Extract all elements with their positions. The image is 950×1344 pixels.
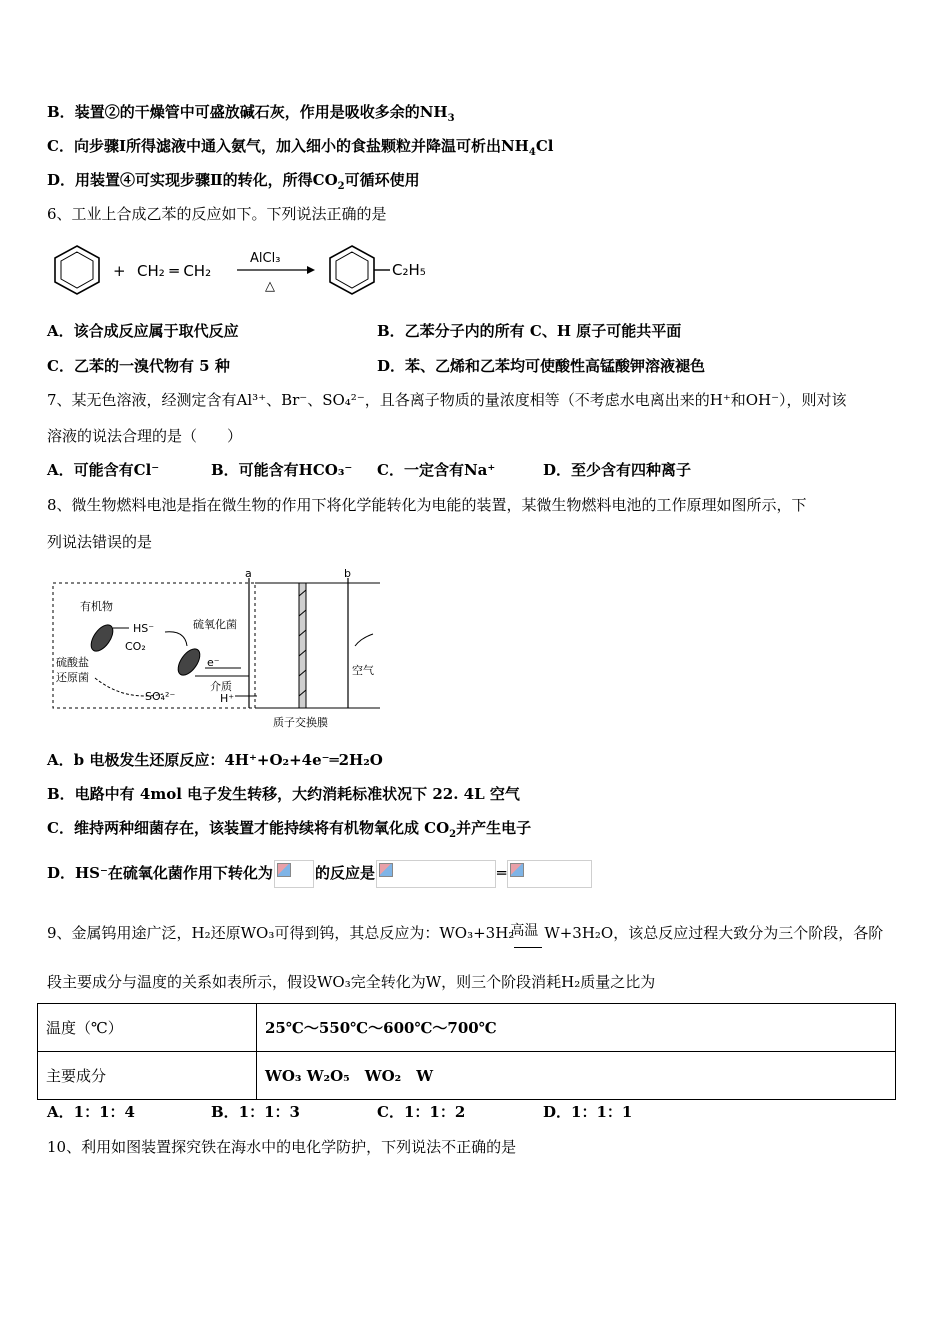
svg-text:有机物: 有机物 <box>80 600 113 613</box>
q8-option-a: A．b 电极发生还原反应：4H⁺+O₂+4e⁻═2H₂O <box>47 751 383 769</box>
q7-option-d: D．至少含有四种离子 <box>543 461 692 479</box>
svg-text:空气: 空气 <box>352 664 374 677</box>
q8-option-c: C．维持两种细菌存在，该装置才能持续将有机物氧化成 $CO_2$并产生电子 <box>47 819 532 840</box>
table-cell: 25℃～550℃～600℃～700℃ <box>257 1004 896 1052</box>
table-row <box>38 1004 896 1052</box>
q6-option-c: C．乙苯的一溴代物有 5 种 <box>47 357 230 375</box>
arrow-head-icon <box>307 266 315 274</box>
q9-option-d: D．1：1：1 <box>543 1103 633 1121</box>
svg-text:SO₄²⁻: SO₄²⁻ <box>145 690 176 703</box>
ethylene-formula: CH₂ ═ CH₂ <box>137 262 212 280</box>
svg-text:e⁻: e⁻ <box>207 656 220 669</box>
benzene-ring-icon <box>330 246 374 294</box>
q9-data-table <box>37 1003 896 1100</box>
table-row <box>38 1052 896 1100</box>
svg-text:硫氧化菌: 硫氧化菌 <box>193 618 237 631</box>
svg-text:硫酸盐: 硫酸盐 <box>56 656 89 669</box>
q9-option-c: C．1：1：2 <box>377 1103 466 1121</box>
q10-stem: 10、利用如图装置探究铁在海水中的电化学防护，下列说法不正确的是 <box>47 1138 517 1156</box>
broken-image-icon <box>274 860 314 888</box>
q8-option-d: D．HS⁻在硫氧化菌作用下转化为 的反应是 ═ <box>47 857 593 889</box>
q9-option-b: B．1：1：3 <box>211 1103 300 1121</box>
q8-stem-line2: 列说法错误的是 <box>47 533 153 551</box>
ethyl-group: C₂H₅ <box>392 261 426 279</box>
q7-option-a: A．可能含有Cl⁻ <box>47 461 160 479</box>
electrode-b-label: b <box>344 567 351 580</box>
q7-option-b: B．可能含有HCO₃⁻ <box>211 461 353 479</box>
q9-stem-line2: 段主要成分与温度的关系如表所示，假设WO₃完全转化为W，则三个阶段消耗H₂质量之比为 <box>47 973 656 991</box>
svg-text:介质: 介质 <box>210 680 232 693</box>
bacteria-cell-icon <box>87 621 117 655</box>
catalyst-label: AlCl₃ <box>250 251 281 266</box>
svg-text:HS⁻: HS⁻ <box>133 622 155 635</box>
table-cell: 温度（℃） <box>38 1004 257 1052</box>
broken-image-icon <box>507 860 592 888</box>
q8-fuel-cell-diagram <box>45 566 385 736</box>
q7-option-c: C．一定含有Na⁺ <box>377 461 496 479</box>
benzene-ring-icon <box>55 246 99 294</box>
broken-image-icon <box>376 860 496 888</box>
heat-condition: △ <box>265 279 275 294</box>
table-cell: WO₃ W₂O₅ WO₂ W <box>257 1052 896 1100</box>
plus-sign: + <box>113 262 126 280</box>
proton-exchange-membrane <box>299 583 306 708</box>
q8-stem-line1: 8、微生物燃料电池是指在微生物的作用下将化学能转化为电能的装置，某微生物燃料电池的工作原理如图所示，下 <box>47 496 807 514</box>
q8-option-b: B．电路中有 4mol 电子发生转移，大约消耗标准状况下 22. 4L 空气 <box>47 785 520 803</box>
bacteria-cell-icon <box>174 645 204 679</box>
q7-stem-line2: 溶液的说法合理的是（ ） <box>47 427 243 445</box>
q5-option-c: C．向步骤Ⅰ所得滤液中通入氨气，加入细小的食盐颗粒并降温可析出$NH_4Cl$ <box>47 137 554 158</box>
svg-text:还原菌: 还原菌 <box>56 671 89 684</box>
svg-text:质子交换膜: 质子交换膜 <box>273 716 328 729</box>
q7-stem-line1: 7、某无色溶液，经测定含有Al³⁺、Br⁻、SO₄²⁻，且各离子物质的量浓度相等（不考虑水电离出来的H⁺和OH⁻），则对该 <box>47 391 847 409</box>
electrode-a-label: a <box>245 567 252 580</box>
q9-stem-line1: 9、金属钨用途广泛，H₂还原WO₃可得到钨，其总反应为：WO₃+3H₂ 高温 W+3H₂O，该总反应过程大致分为三个阶段，各阶 <box>47 923 883 943</box>
q5-option-b: B．装置②的干燥管中可盛放碱石灰，作用是吸收多余的$NH_3$ <box>47 103 455 124</box>
q9-option-a: A．1：1：4 <box>47 1103 135 1121</box>
q6-option-a: A．该合成反应属于取代反应 <box>47 322 239 340</box>
q5-option-d: D．用装置④可实现步骤Ⅱ的转化，所得$CO_2$可循环使用 <box>47 171 420 192</box>
q6-reaction-equation <box>45 240 445 302</box>
reaction-condition: 高温 <box>510 923 539 939</box>
q6-option-b: B．乙苯分子内的所有 C、H 原子可能共平面 <box>377 322 682 340</box>
q6-stem: 6、工业上合成乙苯的反应如下。下列说法正确的是 <box>47 205 387 223</box>
svg-text:CO₂: CO₂ <box>125 640 146 653</box>
q6-option-d: D．苯、乙烯和乙苯均可使酸性高锰酸钾溶液褪色 <box>377 357 706 375</box>
table-cell: 主要成分 <box>38 1052 257 1100</box>
svg-text:H⁺: H⁺ <box>220 692 235 705</box>
